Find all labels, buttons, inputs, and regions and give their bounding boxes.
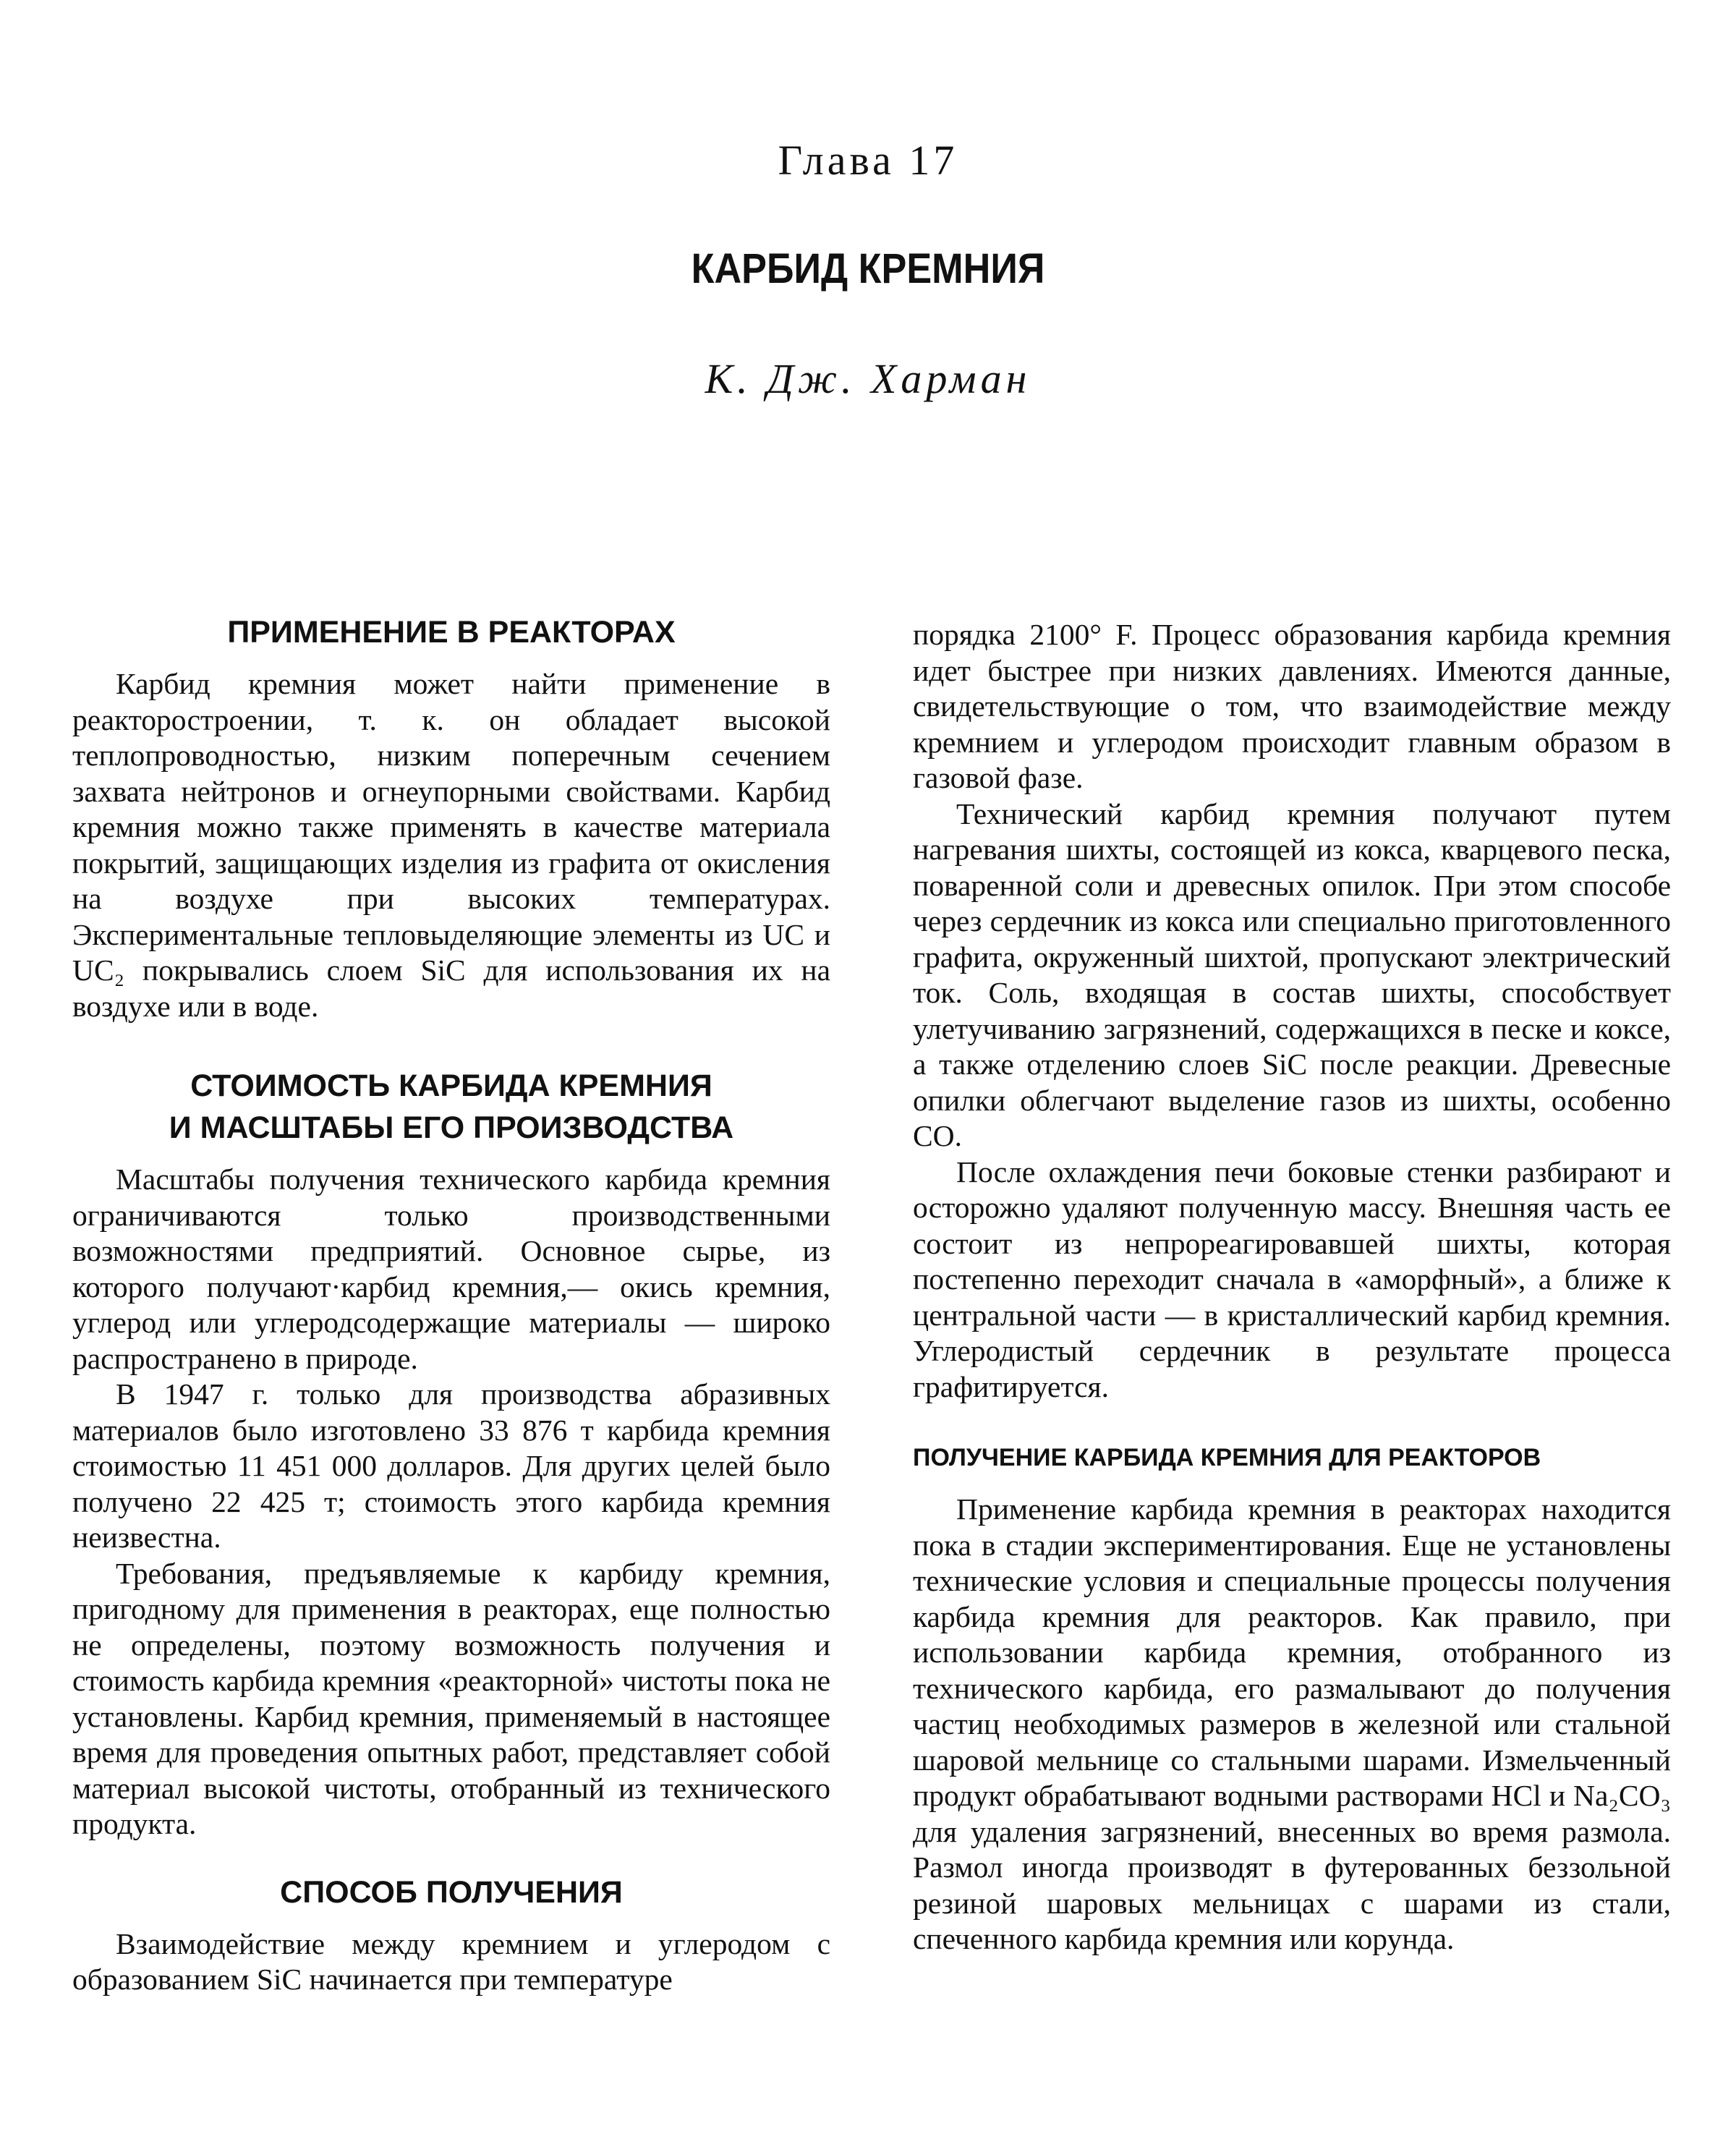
section-heading-reactors: ПРИМЕНЕНИЕ В РЕАКТОРАХ — [227, 615, 676, 650]
paragraph-cooling: После охлаждения печи боковые стенки разбирают и осторожно удаляют полученную массу. Внешняя часть ее состоит из непрореагировавшей шихты, которая постепенно переходит сначала в «аморфный», а ближе к центральной части — в кристаллический карбид кремния. Углеродистый сердечник в результате процесса графитируется. — [913, 1155, 1671, 1403]
paragraph-method-start: Взаимодействие между кремнием и углеродом с образованием SiC начинается при температуре — [72, 1926, 830, 1996]
section-heading-reactor-grade: ПОЛУЧЕНИЕ КАРБИДА КРЕМНИЯ ДЛЯ РЕАКТОРОВ — [913, 1444, 1541, 1471]
right-column — [913, 617, 1671, 1957]
left-column — [72, 611, 830, 1998]
paragraph-method-continued: порядка 2100° F. Процесс образования карбида кремния идет быстрее при низких давлениях. Имеются данные, свидетельствующие о том, что взаимодействие между кремнием и углеродом происходит главным образом в газовой фазе. — [913, 618, 1671, 794]
paragraph-reactor-grade: Применение карбида кремния в реакторах находится пока в стадии экспериментирования. Еще не установлены технические условия и специальные процессы получения карбида кремния для реакторов. Как правило, при использовании карбида кремния, отобранного из технического карбида, его размалывают до получения частиц необходимых размеров в железной или стальной шаровой мельнице со стальными шарами. Измельченный продукт обрабатывают водными растворами HCl и Na₂CO₃ для удаления загрязнений, внесенных во время размола. Размол иногда производят в футерованных беззольной резиной шаровых мельницах с шарами из стали, спеченного карбида кремния или корунда. — [913, 1492, 1671, 1955]
section-heading-method: СПОСОБ ПОЛУЧЕНИЯ — [280, 1874, 623, 1910]
chapter-number: Глава 17 — [778, 137, 958, 184]
author-name: К. Дж. Харман — [705, 355, 1031, 402]
paragraph-reactor-use: Карбид кремния может найти применение в реакторостроении, т. к. он обладает высокой теплопроводностью, низким поперечным сечением захвата нейтронов и огнеупорными свойствами. Карбид кремния можно также применять в качестве материала покрытий, защищающих изделия из графита от окисления на воздухе при высоких температурах. Экспериментальные тепловыделяющие элементы из UC и UC₂ покрывались слоем SiC для использования их на воздухе или в воде. — [72, 667, 830, 1023]
section-heading-cost-line1: СТОИМОСТЬ КАРБИДА КРЕМНИЯ — [190, 1068, 712, 1103]
paragraph-requirements: Требования, предъявляемые к карбиду кремния, пригодному для применения в реакторах, еще полностью не определены, поэтому возможность получения и стоимость карбида кремния «реакторной» чистоты пока не установлены. Карбид кремния, применяемый в настоящее время для проведения опытных работ, представляет собой материал высокой чистоты, отобранный из технического продукта. — [72, 1556, 830, 1840]
chapter-title: КАРБИД КРЕМНИЯ — [691, 245, 1045, 292]
section-heading-cost-line2: И МАСШТАБЫ ЕГО ПРОИЗВОДСТВА — [169, 1110, 734, 1145]
paragraph-technical-production: Технический карбид кремния получают путем нагревания шихты, состоящей из кокса, кварцевого песка, поваренной соли и древесных опилок. При этом способе через сердечник из кокса или специально приготовленного графита, окруженный шихтой, пропускают электрический ток. Соль, входящая в состав шихты, способствует улетучиванию загрязнений, содержащихся в песке и коксе, а также отделению слоев SiC после реакции. Древесные опилки облегчают выделение газов из шихты, особенно CO. — [913, 796, 1671, 1152]
paragraph-1947-data: В 1947 г. только для производства абразивных материалов было изготовлено 33 876 т карбида кремния стоимостью 11 451 000 долларов. Для других целей было получено 22 425 т; стоимость этого карбида кремния неизвестна. — [72, 1377, 830, 1554]
section-heading-cost — [72, 1065, 830, 1149]
paragraph-production-scale: Масштабы получения технического карбида кремния ограничиваются только производственными возможностями предприятий. Основное сырье, из которого получают·карбид кремния,— окись кремния, углерод или углеродсодержащие материалы — широко распространено в природе. — [72, 1162, 830, 1375]
